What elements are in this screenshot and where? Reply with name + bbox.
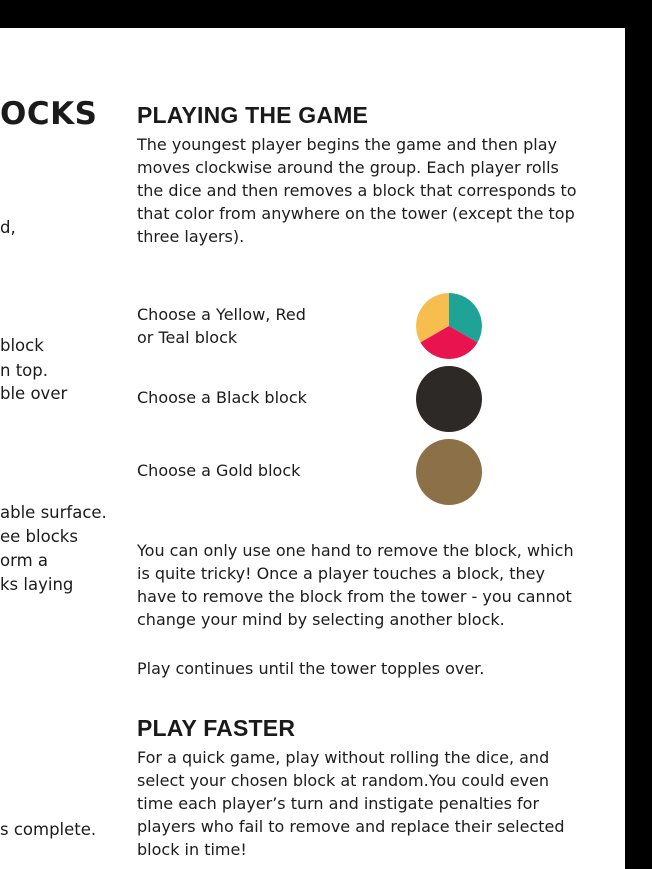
left-text-fragment: n top. bbox=[0, 361, 48, 380]
choice-black bbox=[137, 365, 487, 435]
choice-gold bbox=[137, 438, 487, 508]
choice-tricolor bbox=[137, 290, 487, 360]
left-title-fragment: OCKS bbox=[0, 96, 98, 132]
faster-heading: PLAY FASTER bbox=[137, 715, 296, 741]
left-text-fragment: block bbox=[0, 336, 44, 355]
left-text-fragment: orm a bbox=[0, 551, 49, 570]
left-text-fragment: d, bbox=[0, 218, 16, 237]
rules-end-paragraph: Play continues until the tower topples over. bbox=[137, 659, 485, 678]
rules-page bbox=[0, 28, 625, 869]
playing-heading: PLAYING THE GAME bbox=[137, 102, 369, 128]
choice-label: Choose a Black block bbox=[137, 388, 307, 407]
rules-paragraph: You can only use one hand to remove the block, which is quite tricky! Once a player touches a block, they have to remove the block from the tower - you cannot change your mind by selecting another block. bbox=[137, 541, 574, 629]
left-text-fragment: ks laying bbox=[0, 575, 74, 594]
left-column-cropped bbox=[0, 28, 125, 869]
black-dice-icon bbox=[416, 366, 482, 432]
tricolor-dice-icon bbox=[416, 293, 482, 359]
choice-label: or Teal block bbox=[137, 328, 238, 347]
choice-label: Choose a Gold block bbox=[137, 461, 301, 480]
playing-intro: The youngest player begins the game and then play moves clockwise around the group. Each player rolls the dice and then removes a block that corresponds to that color from anywhere on the tower (except the top three layers). bbox=[137, 135, 577, 246]
left-text-fragment: ee blocks bbox=[0, 527, 78, 546]
left-text-fragment: able surface. bbox=[0, 503, 107, 522]
choice-label: Choose a Yellow, Red bbox=[137, 305, 306, 324]
gold-dice-icon bbox=[416, 439, 482, 505]
left-text-fragment: s complete. bbox=[0, 820, 97, 839]
left-text-fragment: ble over bbox=[0, 384, 68, 403]
faster-text: For a quick game, play without rolling the dice, and select your chosen block at random.You could even time each player’s turn and instigate penalties for players who fail to remove and replace their selected block in time! bbox=[137, 748, 565, 859]
